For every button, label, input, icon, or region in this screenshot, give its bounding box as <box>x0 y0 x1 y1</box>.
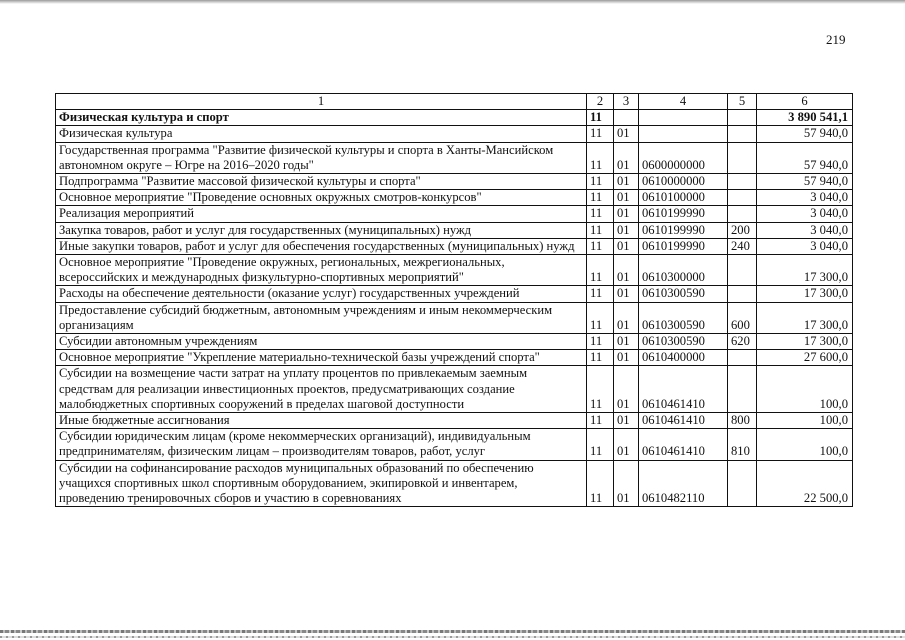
cell-subsection <box>614 110 639 126</box>
cell-subsection: 01 <box>614 429 639 460</box>
cell-target: 0600000000 <box>639 142 728 173</box>
cell-section: 11 <box>587 286 614 302</box>
cell-type <box>728 206 757 222</box>
cell-subsection: 01 <box>614 255 639 286</box>
cell-name: Подпрограмма "Развитие массовой физической культуры и спорта" <box>56 174 587 190</box>
cell-target: 0610100000 <box>639 190 728 206</box>
cell-section: 11 <box>587 206 614 222</box>
cell-amount: 100,0 <box>757 413 853 429</box>
cell-name: Государственная программа "Развитие физической культуры и спорта в Ханты-Мансийском автономном округе – Югре на 2016–2020 годы" <box>56 142 587 173</box>
table-row <box>56 174 853 190</box>
cell-subsection: 01 <box>614 142 639 173</box>
cell-target: 0610400000 <box>639 350 728 366</box>
cell-name: Иные закупки товаров, работ и услуг для обеспечения государственных (муниципальных) нужд <box>56 238 587 254</box>
cell-name: Реализация мероприятий <box>56 206 587 222</box>
cell-target: 0610199990 <box>639 238 728 254</box>
cell-subsection: 01 <box>614 286 639 302</box>
cell-type: 810 <box>728 429 757 460</box>
cell-type <box>728 110 757 126</box>
cell-target: 0610461410 <box>639 366 728 413</box>
cell-amount: 100,0 <box>757 366 853 413</box>
cell-subsection: 01 <box>614 238 639 254</box>
cell-amount: 17 300,0 <box>757 255 853 286</box>
cell-amount: 100,0 <box>757 429 853 460</box>
cell-section: 11 <box>587 413 614 429</box>
cell-section: 11 <box>587 366 614 413</box>
cell-section: 11 <box>587 126 614 142</box>
budget-table <box>55 93 853 507</box>
cell-type <box>728 126 757 142</box>
cell-type: 240 <box>728 238 757 254</box>
cell-name: Закупка товаров, работ и услуг для государственных (муниципальных) нужд <box>56 222 587 238</box>
cell-target: 0610300590 <box>639 334 728 350</box>
scan-edge-bottom <box>0 630 905 633</box>
table-row <box>56 429 853 460</box>
cell-type: 800 <box>728 413 757 429</box>
cell-amount: 17 300,0 <box>757 334 853 350</box>
table-row <box>56 126 853 142</box>
cell-amount: 17 300,0 <box>757 302 853 333</box>
cell-target: 0610300590 <box>639 286 728 302</box>
cell-amount: 57 940,0 <box>757 126 853 142</box>
table-row <box>56 413 853 429</box>
cell-name: Субсидии юридическим лицам (кроме некоммерческих организаций), индивидуальным предпринимателям, физическим лицам – производителям товаров, работ, услуг <box>56 429 587 460</box>
cell-section: 11 <box>587 429 614 460</box>
cell-section: 11 <box>587 255 614 286</box>
cell-amount: 57 940,0 <box>757 174 853 190</box>
cell-subsection: 01 <box>614 302 639 333</box>
table-row <box>56 334 853 350</box>
table-body <box>56 94 853 507</box>
cell-section: 11 <box>587 302 614 333</box>
cell-amount: 3 040,0 <box>757 206 853 222</box>
cell-subsection: 01 <box>614 206 639 222</box>
cell-type <box>728 190 757 206</box>
cell-subsection: 01 <box>614 126 639 142</box>
header-cell-amount: 6 <box>757 94 853 110</box>
cell-section: 11 <box>587 190 614 206</box>
cell-type <box>728 255 757 286</box>
cell-target <box>639 110 728 126</box>
cell-subsection: 01 <box>614 174 639 190</box>
table-row <box>56 110 853 126</box>
header-cell-name: 1 <box>56 94 587 110</box>
cell-section: 11 <box>587 238 614 254</box>
cell-target: 0610000000 <box>639 174 728 190</box>
scan-edge-bottom-2 <box>0 636 905 638</box>
cell-name: Основное мероприятие "Проведение окружных, региональных, межрегиональных, всероссийских и международных физкультурно-спортивных мероприятий" <box>56 255 587 286</box>
cell-type <box>728 174 757 190</box>
cell-type: 200 <box>728 222 757 238</box>
cell-type <box>728 366 757 413</box>
cell-target: 0610461410 <box>639 413 728 429</box>
cell-target: 0610199990 <box>639 206 728 222</box>
table-row <box>56 286 853 302</box>
header-row <box>56 94 853 110</box>
cell-amount: 22 500,0 <box>757 460 853 507</box>
cell-subsection: 01 <box>614 334 639 350</box>
table-row <box>56 142 853 173</box>
table-row <box>56 238 853 254</box>
cell-name: Расходы на обеспечение деятельности (оказание услуг) государственных учреждений <box>56 286 587 302</box>
cell-name: Субсидии на софинансирование расходов муниципальных образований по обеспечению учащихся спортивных школ спортивным оборудованием, экипировкой и инвентарем, проведению тренировочных сборов и участию в соревнованиях <box>56 460 587 507</box>
cell-type: 600 <box>728 302 757 333</box>
cell-amount: 3 040,0 <box>757 238 853 254</box>
cell-type <box>728 350 757 366</box>
header-cell-subsection: 3 <box>614 94 639 110</box>
cell-name: Иные бюджетные ассигнования <box>56 413 587 429</box>
cell-subsection: 01 <box>614 413 639 429</box>
cell-name: Физическая культура <box>56 126 587 142</box>
cell-section: 11 <box>587 174 614 190</box>
cell-type <box>728 142 757 173</box>
cell-name: Основное мероприятие "Укрепление материально-технической базы учреждений спорта" <box>56 350 587 366</box>
table-row <box>56 366 853 413</box>
cell-section: 11 <box>587 350 614 366</box>
header-cell-section: 2 <box>587 94 614 110</box>
cell-subsection: 01 <box>614 366 639 413</box>
cell-target: 0610300000 <box>639 255 728 286</box>
table-row <box>56 460 853 507</box>
cell-subsection: 01 <box>614 460 639 507</box>
cell-target: 0610461410 <box>639 429 728 460</box>
cell-target: 0610482110 <box>639 460 728 507</box>
table-row <box>56 302 853 333</box>
cell-target: 0610199990 <box>639 222 728 238</box>
cell-amount: 3 890 541,1 <box>757 110 853 126</box>
cell-name: Субсидии на возмещение части затрат на уплату процентов по привлекаемым заемным средствам для реализации инвестиционных проектов, предусматривающих создание малобюджетных спортивных сооружений в пределах шаговой доступности <box>56 366 587 413</box>
cell-name: Предоставление субсидий бюджетным, автономным учреждениям и иным некоммерческим организациям <box>56 302 587 333</box>
cell-amount: 57 940,0 <box>757 142 853 173</box>
cell-section: 11 <box>587 142 614 173</box>
cell-name: Основное мероприятие "Проведение основных окружных смотров-конкурсов" <box>56 190 587 206</box>
cell-target: 0610300590 <box>639 302 728 333</box>
cell-section: 11 <box>587 334 614 350</box>
page-number: 219 <box>826 32 846 47</box>
cell-subsection: 01 <box>614 222 639 238</box>
cell-amount: 17 300,0 <box>757 286 853 302</box>
cell-target <box>639 126 728 142</box>
cell-subsection: 01 <box>614 190 639 206</box>
cell-section: 11 <box>587 110 614 126</box>
table-row <box>56 255 853 286</box>
cell-type <box>728 286 757 302</box>
table-row <box>56 222 853 238</box>
cell-amount: 27 600,0 <box>757 350 853 366</box>
cell-name: Физическая культура и спорт <box>56 110 587 126</box>
header-cell-type: 5 <box>728 94 757 110</box>
table-row <box>56 350 853 366</box>
cell-type <box>728 460 757 507</box>
header-cell-target: 4 <box>639 94 728 110</box>
table-row <box>56 206 853 222</box>
scan-edge-top <box>0 0 905 4</box>
cell-name: Субсидии автономным учреждениям <box>56 334 587 350</box>
table-row <box>56 190 853 206</box>
cell-subsection: 01 <box>614 350 639 366</box>
cell-section: 11 <box>587 222 614 238</box>
cell-amount: 3 040,0 <box>757 190 853 206</box>
cell-section: 11 <box>587 460 614 507</box>
cell-type: 620 <box>728 334 757 350</box>
cell-amount: 3 040,0 <box>757 222 853 238</box>
